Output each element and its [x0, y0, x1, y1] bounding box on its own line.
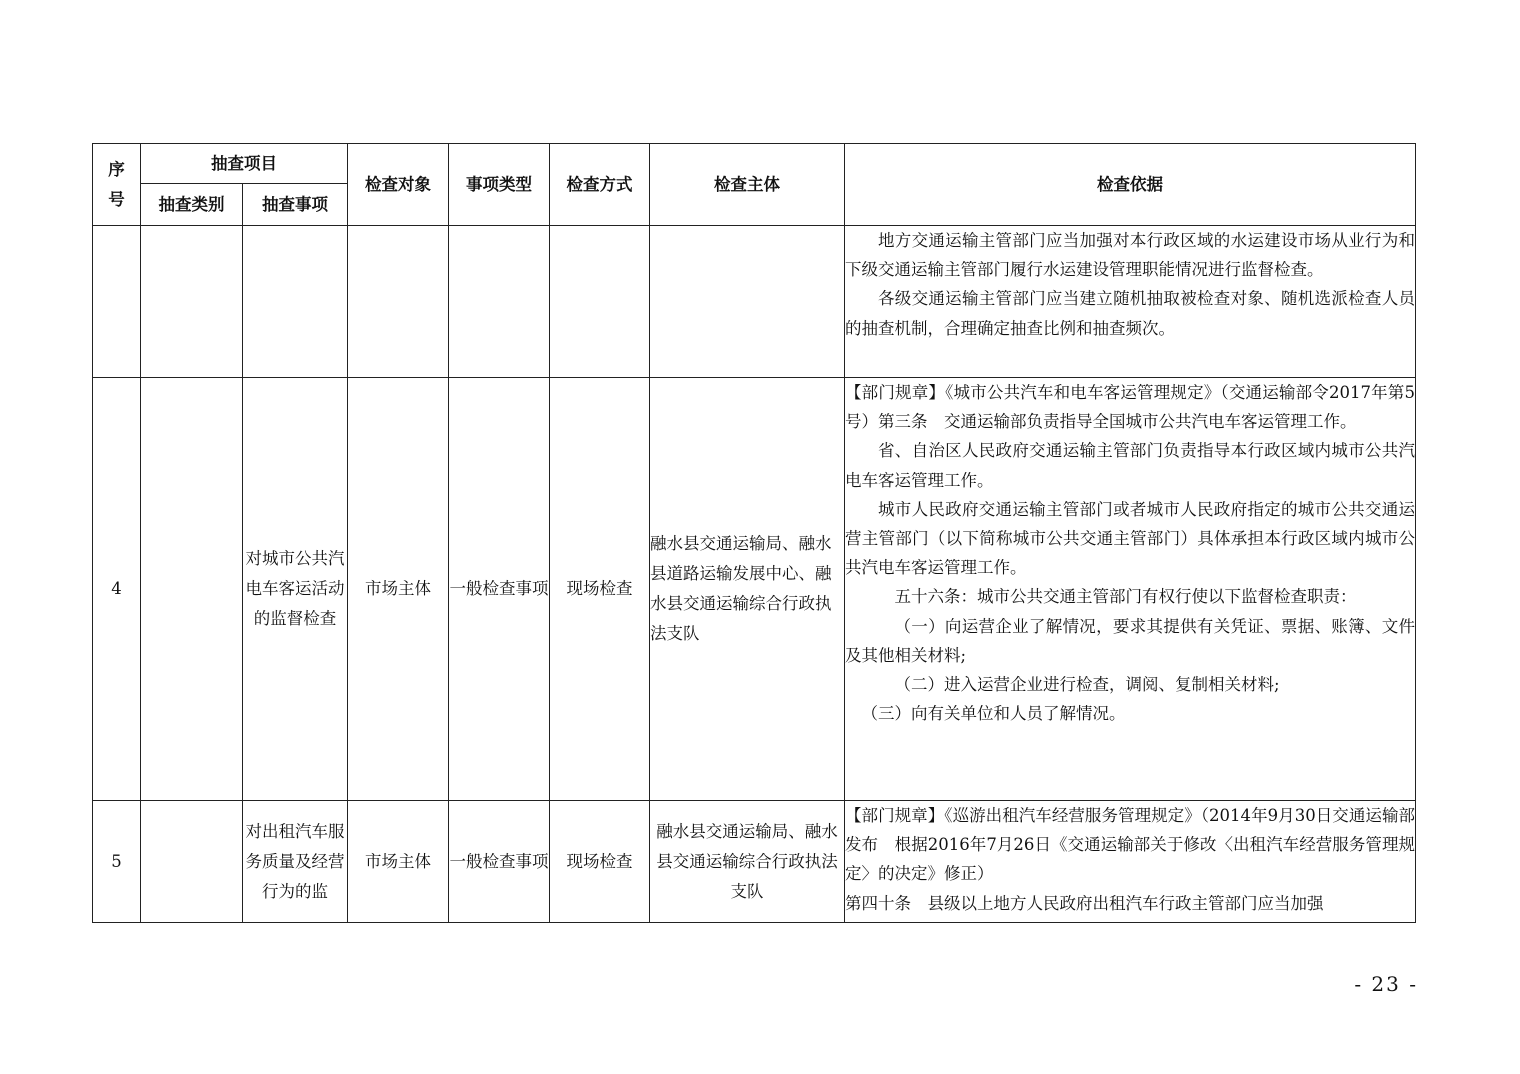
basis-paragraph: 各级交通运输主管部门应当建立随机抽取被检查对象、随机选派检查人员的抽查机制，合理确定抽查比例和抽查频次。: [845, 289, 1415, 338]
basis-paragraph: （三）向有关单位和人员了解情况。: [861, 704, 1126, 724]
row-matter: 对出租汽车服务质量及经营行为的监: [243, 801, 348, 923]
header-row-1: [93, 144, 1416, 184]
header-category: 抽查类别: [141, 184, 243, 226]
row-seq: [93, 226, 141, 378]
row-subject: 融水县交通运输局、融水县道路运输发展中心、融水县交通运输综合行政执法支队: [650, 378, 845, 801]
basis-paragraph: 城市人民政府交通运输主管部门或者城市人民政府指定的城市公共交通运营主管部门（以下简称城市公共交通主管部门）具体承担本行政区域内城市公共汽电车客运管理工作。: [845, 499, 1415, 578]
header-target: 检查对象: [348, 144, 449, 226]
basis-paragraph: （一）向运营企业了解情况，要求其提供有关凭证、票据、账簿、文件及其他相关材料;: [845, 616, 1415, 665]
table-row: [93, 801, 1416, 923]
row-category: [141, 378, 243, 801]
row-subject: 融水县交通运输局、融水县交通运输综合行政执法支队: [650, 801, 845, 923]
row-method: [550, 226, 650, 378]
header-basis: 检查依据: [845, 144, 1416, 226]
header-seq: [93, 144, 141, 226]
basis-paragraph: （二）进入运营企业进行检查，调阅、复制相关材料;: [894, 675, 1280, 695]
row-target: [348, 226, 449, 378]
row-target: 市场主体: [348, 378, 449, 801]
row-basis: [845, 226, 1416, 378]
header-item-group: 抽查项目: [141, 144, 348, 184]
basis-paragraph: 地方交通运输主管部门应当加强对本行政区域的水运建设市场从业行为和下级交通运输主管部门履行水运建设管理职能情况进行监督检查。: [845, 231, 1415, 280]
table-row: [93, 226, 1416, 378]
row-matter: 对城市公共汽电车客运活动的监督检查: [243, 378, 348, 801]
row-method: 现场检查: [550, 378, 650, 801]
basis-paragraph: 省、自治区人民政府交通运输主管部门负责指导本行政区域内城市公共汽电车客运管理工作。: [845, 441, 1415, 490]
basis-paragraph: 【部门规章】《巡游出租汽车经营服务管理规定》（2014年9月30日交通运输部发布 根据2016年7月26日《交通运输部关于修改〈出租汽车经营服务管理规定〉的决定》修正）: [845, 806, 1415, 884]
row-type: [449, 226, 550, 378]
basis-paragraph: 五十六条：城市公共交通主管部门有权行使以下监督检查职责：: [894, 587, 1357, 607]
row-subject: [650, 226, 845, 378]
page-number: - 23 -: [1354, 972, 1418, 996]
header-matter: 抽查事项: [243, 184, 348, 226]
basis-paragraph: 【部门规章】《城市公共汽车和电车客运管理规定》（交通运输部令2017年第5号）第三条 交通运输部负责指导全国城市公共汽电车客运管理工作。: [845, 383, 1415, 432]
row-category: [141, 226, 243, 378]
header-method: 检查方式: [550, 144, 650, 226]
header-type: 事项类型: [449, 144, 550, 226]
header-seq-text: 序号: [108, 159, 125, 209]
row-seq: 5: [93, 801, 141, 923]
header-subject: 检查主体: [650, 144, 845, 226]
row-basis: [845, 801, 1416, 923]
row-target: 市场主体: [348, 801, 449, 923]
table-row: [93, 378, 1416, 801]
row-type: 一般检查事项: [449, 801, 550, 923]
row-method: 现场检查: [550, 801, 650, 923]
basis-paragraph: 第四十条 县级以上地方人民政府出租汽车行政主管部门应当加强: [845, 893, 1324, 913]
row-matter: [243, 226, 348, 378]
row-category: [141, 801, 243, 923]
inspection-table: [92, 143, 1416, 923]
row-basis: [845, 378, 1416, 801]
row-type: 一般检查事项: [449, 378, 550, 801]
row-seq: 4: [93, 378, 141, 801]
